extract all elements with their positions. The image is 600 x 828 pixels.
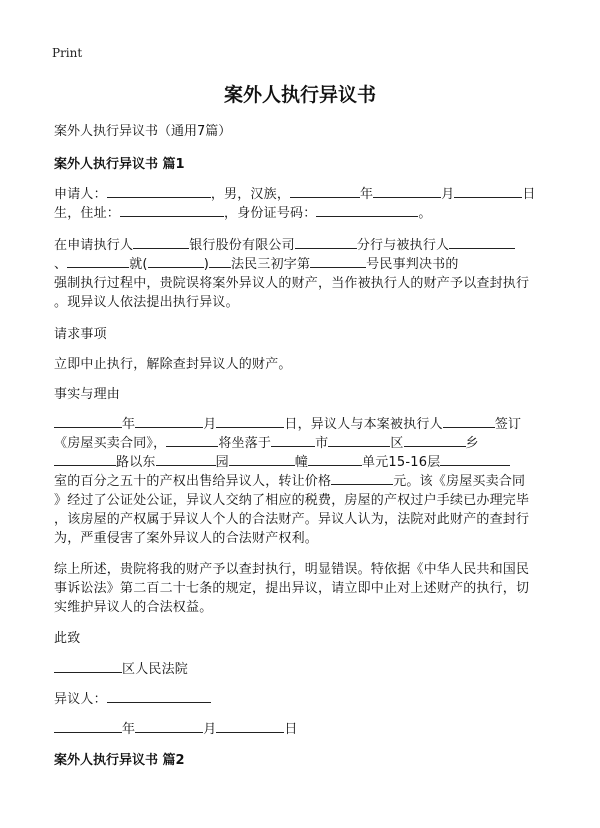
blank bbox=[308, 452, 362, 466]
text: 幢 bbox=[294, 455, 309, 470]
text: 年 bbox=[122, 417, 136, 432]
text: 签订 bbox=[494, 417, 522, 432]
closing-salutation: 此致 bbox=[54, 631, 81, 646]
text: ) bbox=[203, 257, 209, 272]
text: 单元15-16层 bbox=[362, 455, 441, 470]
text: 区人民法院 bbox=[122, 662, 189, 677]
blank bbox=[328, 433, 390, 447]
facts-line-4 bbox=[54, 470, 525, 489]
text: 《房屋买卖合同》， bbox=[54, 436, 167, 451]
conclusion-line-2: 事诉讼法》第二百二十七条的规定，提出异议，请立即中止对上述财产的执行，切 bbox=[54, 581, 530, 596]
text: 在申请执行人 bbox=[54, 238, 134, 253]
blank bbox=[295, 235, 357, 249]
blank bbox=[440, 452, 510, 466]
text: 银行股份有限公司 bbox=[189, 238, 295, 253]
blank bbox=[229, 452, 295, 466]
facts-line-5: 》经过了公证处公证，异议人交纳了相应的税费，房屋的产权过户手续已办理完毕 bbox=[54, 493, 530, 508]
blank bbox=[156, 452, 216, 466]
blank-id-number bbox=[316, 203, 418, 217]
blank bbox=[67, 254, 129, 268]
text: 。 bbox=[418, 206, 432, 221]
blank bbox=[271, 433, 315, 447]
blank-year bbox=[290, 184, 360, 198]
applicant-line-2 bbox=[54, 202, 432, 221]
text: 就( bbox=[129, 257, 148, 272]
blank-signature bbox=[107, 689, 211, 703]
text: 月 bbox=[203, 417, 217, 432]
request-text: 立即中止执行，解除查封异议人的财产。 bbox=[54, 357, 292, 372]
blank bbox=[166, 433, 218, 447]
text: 号民事判决书的 bbox=[366, 257, 459, 272]
text: 区 bbox=[390, 436, 404, 451]
text: 月 bbox=[441, 187, 455, 202]
text: 年 bbox=[122, 722, 136, 737]
blank bbox=[449, 235, 515, 249]
blank-name bbox=[107, 184, 211, 198]
text: 月 bbox=[203, 722, 217, 737]
blank bbox=[443, 414, 495, 428]
blank-month bbox=[373, 184, 441, 198]
text: 园 bbox=[215, 455, 229, 470]
text: 年 bbox=[360, 187, 374, 202]
para1-line-3: 强制执行过程中，贵院误将案外异议人的财产，当作被执行人的财产予以查封执行 bbox=[54, 276, 530, 291]
facts-line-1 bbox=[54, 413, 521, 432]
document-subtitle: 案外人执行异议书（通用7篇） bbox=[54, 124, 232, 139]
blank bbox=[135, 414, 203, 428]
blank bbox=[310, 254, 366, 268]
conclusion-line-3: 实维护异议人的合法权益。 bbox=[54, 600, 213, 615]
date-line bbox=[54, 718, 298, 737]
facts-line-2 bbox=[54, 432, 479, 451]
section-heading-2: 案外人执行异议书 篇2 bbox=[54, 753, 185, 768]
blank bbox=[216, 414, 284, 428]
text: ，男，汉族， bbox=[210, 187, 291, 202]
para1-line-2 bbox=[54, 253, 459, 272]
applicant-line-1 bbox=[54, 183, 536, 202]
facts-line-3 bbox=[54, 451, 510, 470]
blank bbox=[404, 433, 466, 447]
blank bbox=[54, 452, 116, 466]
text: 乡 bbox=[465, 436, 479, 451]
court-line bbox=[54, 658, 188, 677]
blank-day bbox=[454, 184, 522, 198]
text: 日，异议人与本案被执行人 bbox=[284, 417, 443, 432]
blank-address bbox=[120, 203, 224, 217]
conclusion-line-1: 综上所述，贵院将我的财产予以查封执行，明显错误。特依据《中华人民共和国民 bbox=[54, 562, 530, 577]
blank bbox=[133, 235, 189, 249]
objector-line bbox=[54, 688, 211, 707]
facts-heading: 事实与理由 bbox=[54, 387, 121, 402]
blank-day bbox=[216, 719, 284, 733]
text: 路以东 bbox=[116, 455, 156, 470]
facts-line-6: ，该房屋的产权属于异议人个人的合法财产。异议人认为，法院对此财产的查封行 bbox=[54, 512, 530, 527]
request-heading: 请求事项 bbox=[54, 327, 107, 342]
blank-month bbox=[135, 719, 203, 733]
blank-year bbox=[54, 719, 122, 733]
print-label[interactable]: Print bbox=[52, 46, 83, 60]
blank bbox=[54, 414, 122, 428]
text: 异议人： bbox=[54, 692, 107, 707]
text: 法民三初字第 bbox=[230, 257, 311, 272]
text: 日 bbox=[522, 187, 536, 202]
text: 市 bbox=[315, 436, 329, 451]
text: 分行与被执行人 bbox=[356, 238, 450, 253]
text: 将坐落于 bbox=[218, 436, 272, 451]
facts-line-7: 为，严重侵害了案外异议人的合法财产权利。 bbox=[54, 531, 319, 546]
text: 申请人： bbox=[54, 187, 107, 202]
blank bbox=[331, 471, 393, 485]
para1-line-1 bbox=[54, 234, 515, 253]
para1-line-4: 。现异议人依法提出执行异议。 bbox=[54, 295, 239, 310]
text: 室的百分之五十的产权出售给异议人，转让价格 bbox=[54, 474, 332, 489]
blank bbox=[148, 254, 204, 268]
text: 日 bbox=[284, 722, 298, 737]
document-title: 案外人执行异议书 bbox=[223, 84, 376, 106]
text: 生，住址： bbox=[54, 206, 121, 221]
blank-court bbox=[54, 659, 122, 673]
text: 、 bbox=[54, 257, 68, 272]
text: ，身份证号码： bbox=[224, 206, 317, 221]
blank bbox=[209, 254, 231, 268]
section-heading-1: 案外人执行异议书 篇1 bbox=[54, 157, 185, 172]
text: 元。该《房屋买卖合同 bbox=[393, 474, 526, 489]
